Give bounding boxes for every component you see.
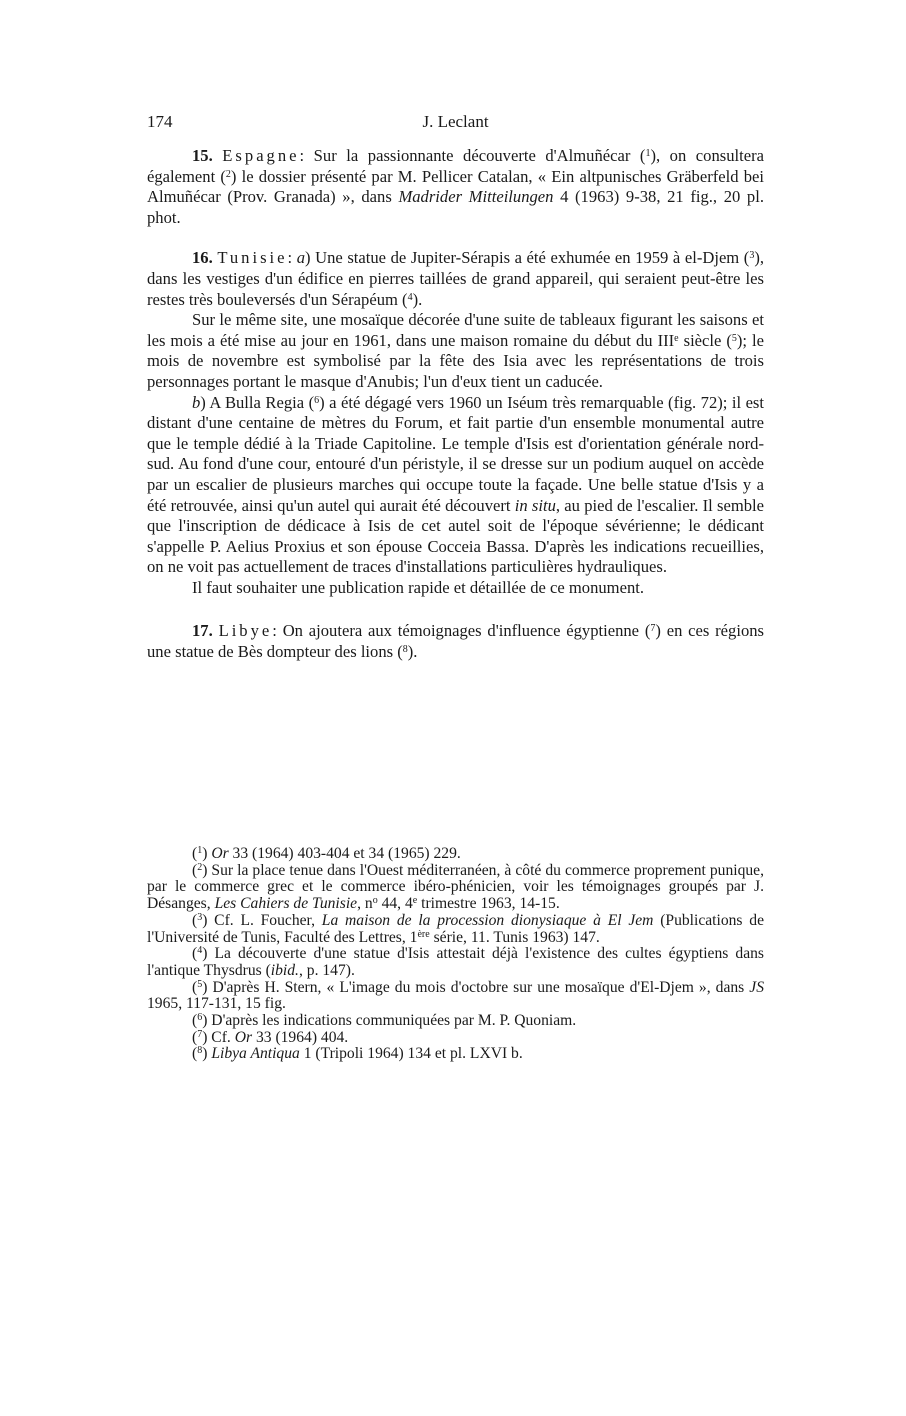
footnote-ref: 2	[225, 168, 231, 180]
italic-title: Libya Antiqua	[211, 1045, 300, 1063]
footnote-8: ($^8$) Libya Antiqua 1 (Tripoli 1964) 134 et pl. LXVI b.	[192, 1045, 523, 1063]
superscript: o	[372, 895, 378, 907]
superscript: e	[412, 895, 418, 907]
text-run: 1 (Tripoli 1964) 134 et pl. LXVI b.	[299, 1045, 523, 1063]
section-16-paragraph-3	[147, 393, 764, 578]
item-label: b	[192, 392, 201, 412]
footnote-mark: 2	[197, 861, 203, 873]
footnote-6: ($^6$) D'après les indications communiquées par M. P. Quoniam.	[192, 1012, 577, 1030]
text-run: ) A Bulla Regia (	[200, 392, 315, 412]
text-run: , n	[357, 895, 373, 913]
text-run: ).	[407, 642, 418, 662]
footnote-ref: 6	[314, 394, 320, 406]
text-run: ), dans les vestiges d'un édifice en pierres taillées de grand appareil, qui seraient peut-être les restes très bouleversés d'un Sérapéum (	[147, 248, 764, 309]
text-run: série, 11. Tunis 1963) 147.	[429, 928, 600, 946]
footnote-mark: 7	[197, 1028, 203, 1040]
section-number: 17.	[192, 621, 213, 641]
footnote-ref: 4	[407, 291, 413, 303]
section-country: Tunisie	[217, 248, 288, 268]
footnote-7: ($^7$) Cf. Or 33 (1964) 404.	[192, 1028, 349, 1046]
text-run: 33 (1964) 403-404 et 34 (1965) 229.	[228, 845, 461, 862]
text-run: ) Une statue de Jupiter-Sérapis a été exhumée en 1959 à el-Djem (	[305, 248, 750, 268]
text-run: 1965, 117-131, 15 fig.	[147, 995, 286, 1013]
footnote-ref: 5	[731, 332, 737, 344]
footnote-mark: 1	[197, 845, 203, 856]
text-run: 33 (1964) 404.	[252, 1028, 349, 1046]
text-run: Cf.	[207, 1028, 235, 1046]
footnote-mark: 3	[197, 911, 203, 923]
text-run: ), on consultera également (	[147, 146, 764, 186]
text-run: trimestre 1963, 14-15.	[417, 895, 560, 913]
page-header	[147, 112, 764, 134]
footnote-3: ($^3$) Cf. L. Foucher, La maison de la procession dionysiaque à El Jem (Publications de l'Université de Tunis, Faculté des Lettres, 1ère série, 11. Tunis 1963) 147.	[147, 911, 764, 946]
footnote-ref: 1	[645, 148, 651, 159]
text-run: siècle (	[678, 330, 732, 350]
footnote-2: ($^2$) Sur la place tenue dans l'Ouest méditerranéen, à côté du commerce proprement punique, par le commerce grec et le commerce ibéro-phénicien, voir les témoignages groupés par J. Désanges, Les Cahiers de Tunisie, $n^o$ 44, 4e trimestre 1963, 14-15.	[147, 861, 764, 913]
text-run: 4 (1963) 9-38, 21 fig., 20 pl. phot.	[147, 187, 764, 227]
text-run: Cf. L. Foucher,	[207, 911, 322, 929]
text-run: D'après les indications communiquées par M. P. Quoniam.	[207, 1012, 577, 1030]
journal-title: Madrider Mitteilungen	[398, 187, 554, 207]
superscript: ère	[417, 928, 430, 940]
section-16-paragraph-2	[147, 310, 764, 392]
footnote-ref: 8	[402, 644, 408, 656]
text-run: , au pied de l'escalier. Il semble que l'inscription de dédicace à Isis de cet autel soit de l'époque sévérienne; le dédicant s'appelle P. Aelius Proxius et son épouse Cocceia Bassa. D'après les indications recueillies, on ne voit pas actuellement de traces d'installations particulières hydrauliques.	[147, 495, 765, 577]
section-number: 15.	[192, 146, 213, 165]
item-label: a	[296, 248, 306, 268]
main-text	[147, 146, 764, 663]
section-country: Libye	[218, 621, 273, 641]
footnote-5: ($^5$) D'après H. Stern, « L'image du mois d'octobre sur une mosaïque d'El-Djem », dans JS 1965, 117-131, 15 fig.	[147, 978, 764, 1013]
text-run: , p. 147).	[298, 961, 355, 979]
italic-title: Or	[234, 1028, 253, 1046]
text-run: :	[287, 248, 297, 268]
text-run: Sur le même site, une mosaïque décorée d'une suite de tableaux figurant les saisons et les mois a été mise au jour en 1961, dans une maison romaine du début du III	[147, 310, 764, 350]
text-run: : Sur la passionnante découverte d'Almuñécar (	[299, 146, 646, 165]
superscript: e	[674, 332, 679, 344]
running-head: J. Leclant	[422, 112, 489, 131]
footnote-ref: 3	[749, 250, 755, 262]
text-run: D'après H. Stern, « L'image du mois d'octobre sur une mosaïque d'El-Djem », dans	[207, 978, 750, 996]
footnote-1: ($^1$) Or 33 (1964) 403-404 et 34 (1965) 229.	[192, 845, 461, 862]
text-run: ).	[412, 289, 423, 309]
footnote-ref: 7	[650, 623, 656, 635]
footnote-mark: 5	[197, 978, 203, 990]
text-run: La découverte d'une statue d'Isis attestait déjà l'existence des cultes égyptiens dans l'antique Thysdrus (	[147, 945, 764, 979]
page-number: 174	[147, 112, 173, 131]
text-run: ); le mois de novembre est symbolisé par la fête des Isia avec les représentations de trois personnages portant le masque d'Anubis; l'un d'eux tient un caducée.	[147, 330, 764, 391]
italic-title: Or	[211, 845, 229, 862]
footnote-mark: 8	[197, 1045, 203, 1057]
section-number: 16.	[192, 248, 213, 268]
text-run: (Publications de l'Université de Tunis, Faculté des Lettres, 1	[147, 911, 764, 946]
text-run: Sur la place tenue dans l'Ouest méditerranéen, à côté du commerce proprement punique, par le commerce grec et le commerce ibéro-phénicien, voir les témoignages groupés par J. Désanges,	[147, 861, 764, 913]
section-15-paragraph	[147, 146, 764, 228]
section-16-paragraph-1	[147, 248, 764, 310]
text-run: ) le dossier présenté par M. Pellicer Catalan, « Ein altpunisches Gräberfeld bei Almuñécar (Prov. Granada) », dans	[147, 166, 765, 207]
italic-title: JS	[749, 978, 764, 996]
section-country: Espagne	[222, 146, 300, 165]
italic-title: Les Cahiers de Tunisie	[214, 895, 358, 913]
section-16-paragraph-4: Il faut souhaiter une publication rapide et détaillée de ce monument.	[192, 577, 645, 597]
footnote-mark: 6	[197, 1012, 203, 1024]
italic-term: in situ	[514, 495, 556, 515]
text-run: ) a été dégagé vers 1960 un Iséum très remarquable (fig. 72); il est distant d'une centaine de mètres du Forum, et fait partie d'un ensemble monumental autre que le temple dédié à la Triade Capitoline. Le temple d'Isis est d'orientation générale nord-sud. Au fond d'une cour, entouré d'un péristyle, il se dresse sur un podium auquel on accède par un escalier de plusieurs marches qui occupe toute la façade. Une belle statue d'Isis y a été retrouvée, ainsi qu'un autel qui aurait été découvert	[147, 392, 765, 515]
section-17-paragraph	[147, 621, 764, 662]
italic-title: ibid.	[270, 961, 299, 979]
text-run: : On ajoutera aux témoignages d'influence égyptienne (	[272, 621, 651, 641]
text-run: ) en ces régions une statue de Bès dompteur des lions (	[147, 621, 764, 662]
footnotes	[147, 846, 764, 1063]
footnote-4: ($^4$) La découverte d'une statue d'Isis attestait déjà l'existence des cultes égyptiens dans l'antique Thysdrus (ibid., p. 147).	[147, 945, 764, 979]
italic-title: La maison de la procession dionysiaque à El Jem	[321, 911, 654, 929]
text-run: 44, 4	[377, 895, 413, 913]
footnote-mark: 4	[197, 945, 203, 957]
